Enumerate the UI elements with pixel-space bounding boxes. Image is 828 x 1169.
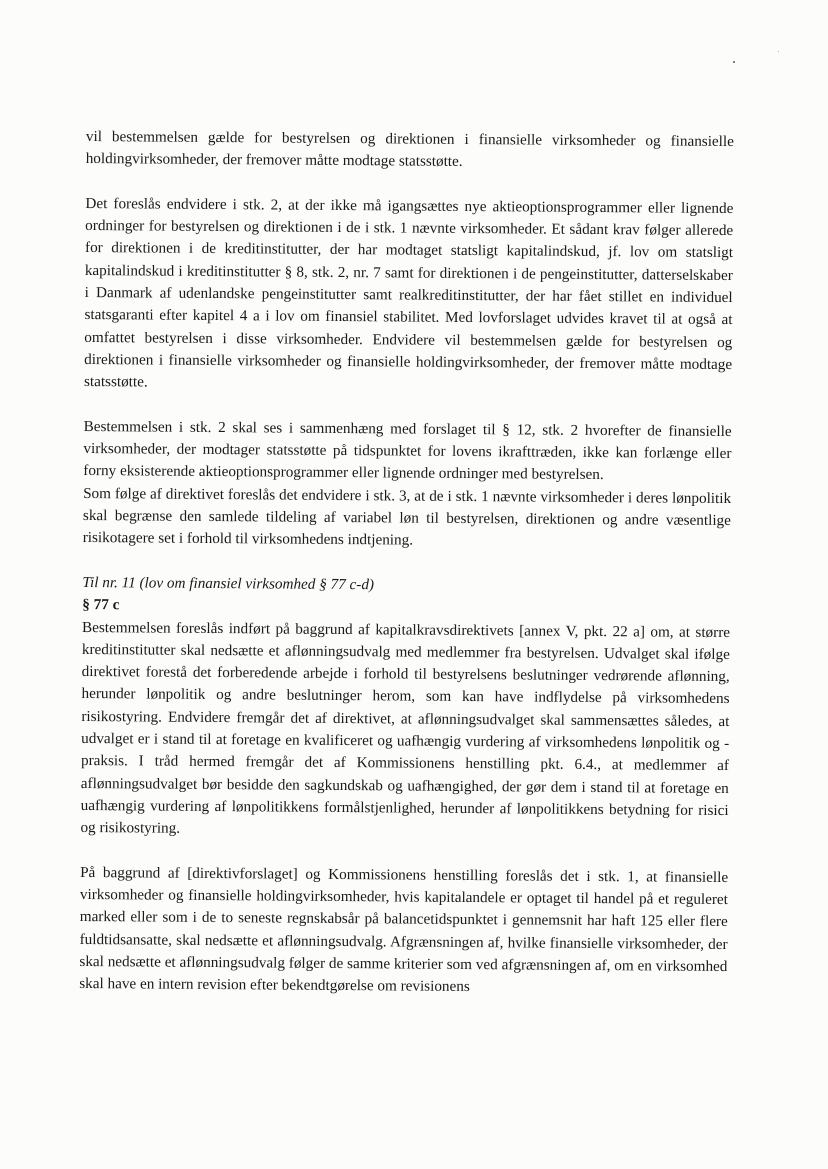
section-heading: § 77 c xyxy=(82,596,120,614)
paragraph-stk2-sammenhaeng: Bestemmelsen i stk. 2 skal ses i sammenhæng med forslaget til § 12, stk. 2 hvorefter de finansielle virksomheder, der modtager statsstøtte på tidspunktet for lovens ikrafttræden, ikke kan forlænge eller forny eksisterende aktieoptionsprogrammer eller lignende ordninger med bestyrelsen. xyxy=(83,417,732,484)
paragraph-afloenningsudvalg: Bestemmelsen foreslås indført på baggrund af kapitalkravsdirektivets [annex V, pkt. 22 a] om, at større kreditinstitutter skal nedsætte et aflønningsudvalg med medlemmer fra bestyrelsen. Udvalget skal ifølge direktivet forestå det forberedende arbejde i forhold til bestyrelsens beslutninger vedrørende aflønning, herunder lønpolitik og andre beslutninger herom, som kan have indflydelse på virksomhedens risikostyring. Endvidere fremgår det af direktivet, at aflønningsudvalget skal sammensættes således, at udvalget er i stand til at foretage en kvalificeret og uafhængig vurdering af virksomhedens lønpolitik og -praksis. I tråd hermed fremgår det af Kommissionens henstilling pkt. 6.4., at medlemmer af aflønningsudvalget bør besidde den sagkundskab og uafhængighed, der gør dem i stand til at foretage en uafhængig vurdering af lønpolitikkens formålstjenlighed, herunder af lønpolitikkens betydning for risici og risikostyring. xyxy=(80,618,731,837)
paragraph-stk1-krav: På baggrund af [direktivforslaget] og Kommissionens henstilling foreslås det i stk. 1, at finansielle virksomheder og finansielle holdingvirksomheder, hvis kapitalandele er optaget til handel på et reguleret marked eller som i de to seneste regnskabsår på balancetidspunktet i gennemsnit har haft 125 eller flere fuldtidsansatte, skal nedsætte et aflønningsudvalg. Afgrænsningen af, hvilke finansielle virksomheder, der skal nedsætte et aflønningsudvalg følger de samme kriterier som ved afgrænsningen af, om en virksomhed skal have en intern revision efter bekendtgørelse om revisionens xyxy=(79,863,729,996)
paragraph-continuation: vil bestemmelsen gælde for bestyrelsen og direktionen i finansielle virksomheder og finansielle holdingvirksomheder, der fremover måtte modtage statsstøtte. xyxy=(85,127,734,171)
scan-speck xyxy=(778,51,779,52)
paragraph-stk3-loenpolitik: Som følge af direktivet foreslås det endvidere i stk. 3, at de i stk. 1 nævnte virksomheder i deres lønpolitik skal begrænse den samlede tildeling af variabel løn til bestyrelsen, direktionen og andre væsentlige risikotagere set i forhold til virksomhedens indtjening. xyxy=(82,484,732,549)
section-intro: Til nr. 11 (lov om finansiel virksomhed § 77 c-d) xyxy=(82,573,375,594)
scan-speck xyxy=(733,61,735,63)
paragraph-stk2-aktieoptioner: Det foreslås endvidere i stk. 2, at der ikke må igangsættes nye aktieoptionsprogrammer eller lignende ordninger for bestyrelsen og direktionen i de i stk. 1 nævnte virksomheder. Et sådant krav følger allerede for direktionen i de kreditinstitutter, der har modtaget statsligt kapitalindskud, jf. lov om statsligt kapitalindskud i kreditinstitutter § 8, stk. 2, nr. 7 samt for direktionen i de pengeinstitutter, datterselskaber i Danmark af udenlandske pengeinstitutter samt realkreditinstitutter, der har fået stillet en individuel statsgaranti efter kapitel 4 a i lov om finansiel stabilitet. Med lovforslaget udvides kravet til at også at omfattet bestyrelsen i disse virksomheder. Endvidere vil bestemmelsen gælde for bestyrelsen og direktionen i finansielle virksomheder og finansielle holdingvirksomheder, der fremover måtte modtage statsstøtte. xyxy=(83,194,734,391)
document-body xyxy=(79,126,734,1001)
